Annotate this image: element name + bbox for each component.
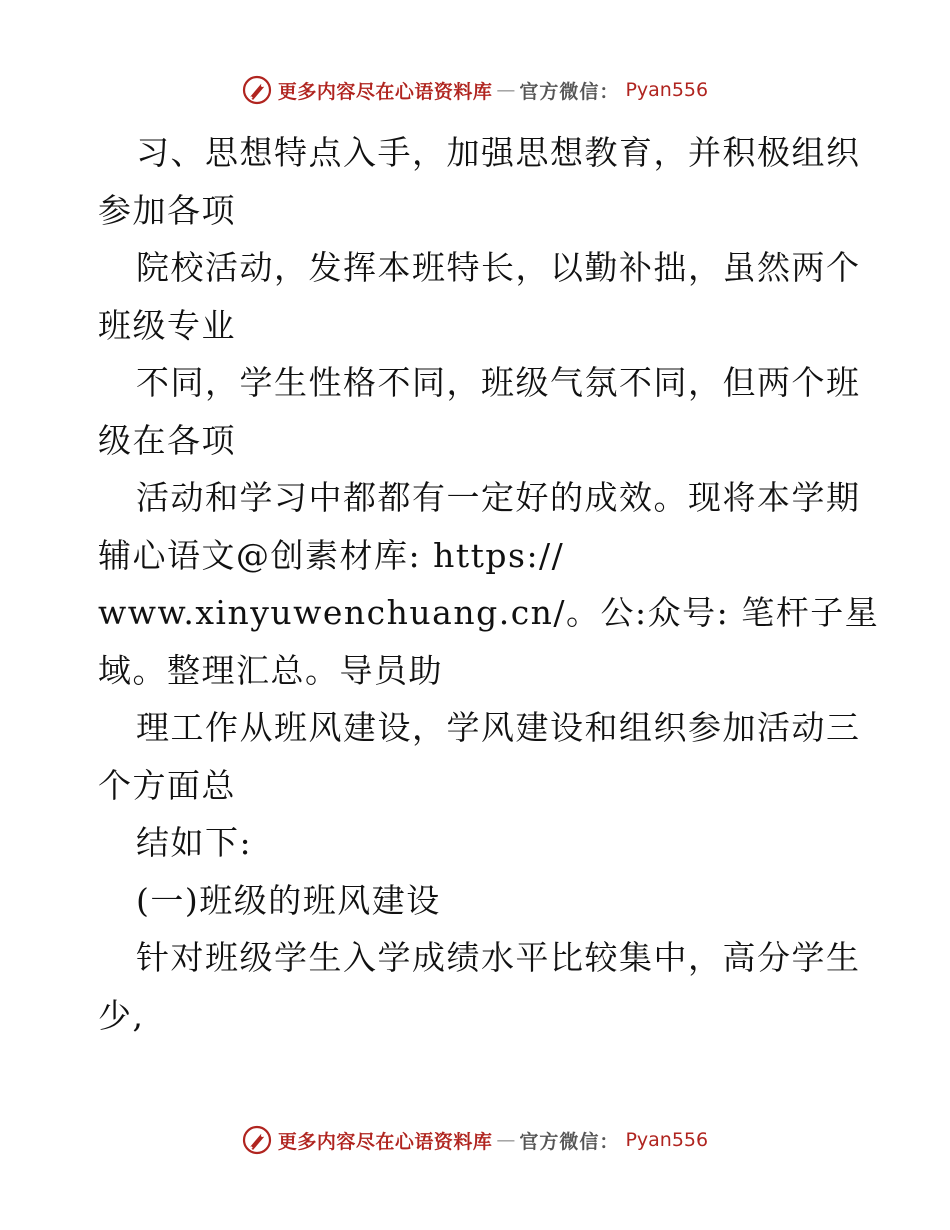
body-line: 活动和学习中都都有一定好的成效。现将本学期: [136, 478, 861, 517]
section-heading: (一)班级的班风建设: [136, 880, 441, 920]
banner-brand-text: 更多内容尽在心语资料库: [277, 80, 493, 103]
banner-wechat-id: Pyan556: [625, 1129, 709, 1151]
body-line: 参加各项: [98, 190, 236, 230]
banner-official-label: 官方微信：: [519, 80, 620, 103]
body-line: 不同，学生性格不同，班级气氛不同，但两个班: [136, 363, 861, 402]
body-line: 理工作从班风建设，学风建设和组织参加活动三: [136, 708, 861, 747]
body-line: 针对班级学生入学成绩水平比较集中，高分学生: [136, 938, 861, 977]
body-line: 结如下:: [136, 823, 253, 862]
body-line: 个方面总: [98, 765, 236, 805]
footer-banner: [0, 1120, 950, 1160]
body-line: 辅心语文@创素材库: https://: [98, 535, 565, 575]
banner-brand-text: 更多内容尽在心语资料库: [277, 1130, 493, 1153]
banner-wechat-id: Pyan556: [625, 79, 709, 101]
document-body: [98, 124, 880, 1044]
body-line: 班级专业: [98, 305, 236, 345]
banner-separator: —: [496, 79, 516, 101]
pen-circle-logo-icon: [242, 1125, 272, 1155]
body-line: 习、思想特点入手，加强思想教育，并积极组织: [136, 133, 861, 172]
banner-official-label: 官方微信：: [519, 1130, 620, 1153]
body-line: 级在各项: [98, 420, 236, 460]
body-line: www.xinyuwenchuang.cn/。公:众号: 笔杆子星: [98, 593, 880, 632]
banner-separator: —: [496, 1129, 516, 1151]
header-banner: [0, 70, 950, 110]
body-line: 少,: [98, 995, 145, 1035]
pen-circle-logo-icon: [242, 75, 272, 105]
body-line: 域。整理汇总。导员助: [98, 650, 443, 690]
body-line: 院校活动，发挥本班特长，以勤补拙，虽然两个: [136, 248, 861, 287]
